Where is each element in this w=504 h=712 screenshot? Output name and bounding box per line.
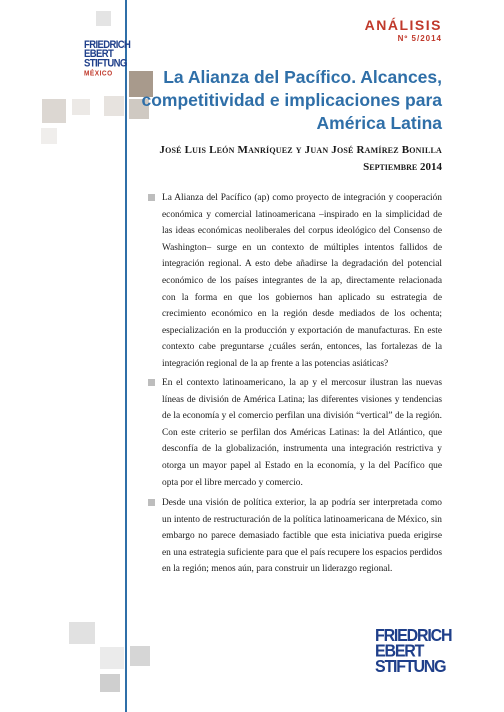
bullet-square-icon (148, 194, 155, 201)
publication-date: Septiembre 2014 (363, 161, 442, 173)
fes-logo: FRIEDRICH EBERT STIFTUNG (375, 626, 452, 677)
bullet-square-icon (148, 379, 155, 386)
fes-mexico-logo: FRIEDRICH EBERT STIFTUNG MÉXICO (84, 38, 131, 78)
decor-square (69, 622, 95, 644)
decor-square (100, 647, 124, 669)
paragraph: Desde una visión de política exterior, la ap podría ser interpretada como un intento de restructuración de la política latinoamericana de México, sin embargo no parece demasiado factible que esta iniciativa pueda erigirse en una estrategia suficiente para que el país recupere los espacios perdidos en la región; menos aún, para construir un liderazgo regional. (162, 495, 442, 578)
authors: José Luis León Manríquez y Juan José Ramírez Bonilla (159, 144, 442, 156)
paragraph: En el contexto latinoamericano, la ap y el mercosur ilustran las nuevas líneas de división de América Latina; las diferentes visiones y tendencias de la economía y el comercio perfilan una división “vertical” de la región. Con este criterio se perfilan dos Américas Latinas: la del Atlántico, que desconfía de la globalización, instrumenta una integración restrictiva y otorga un mayor papel al Estado en la economía, y la del Pacífico que opta por el libre mercado y comercio. (162, 375, 442, 491)
decor-square (42, 99, 66, 123)
decor-square (96, 11, 111, 26)
decor-square (100, 674, 120, 692)
series-label: ANÁLISIS (364, 17, 442, 33)
paragraph: La Alianza del Pacífico (ap) como proyecto de integración y cooperación económica y comercial latinoamericana –inspirado en la simplicidad de las ideas económicas neoliberales del corpus ideológico del Consenso de Washington– surge en un contexto de múltiples intentos fallidos de integración regional. A esto debe añadirse la degradación del potencial económico de los países integrantes de la ap, directamente relacionada con la forma en que los gobiernos han aplicado su estrategia de crecimiento económico en la región desde mediados de los ochenta; especialización en la producción y exportación de manufacturas. En este contexto cabe preguntarse ¿cuáles serán, entonces, las fortalezas de la integración regional de la ap frente a las potencias asiáticas? (162, 190, 442, 373)
bullet-square-icon (148, 499, 155, 506)
decor-square (41, 128, 57, 144)
decor-square (72, 99, 90, 115)
issue-number: Nº 5/2014 (397, 34, 442, 43)
decor-square (130, 646, 150, 666)
document-title: La Alianza del Pacífico. Alcances, competitividad e implicaciones para América Latina (141, 67, 442, 133)
